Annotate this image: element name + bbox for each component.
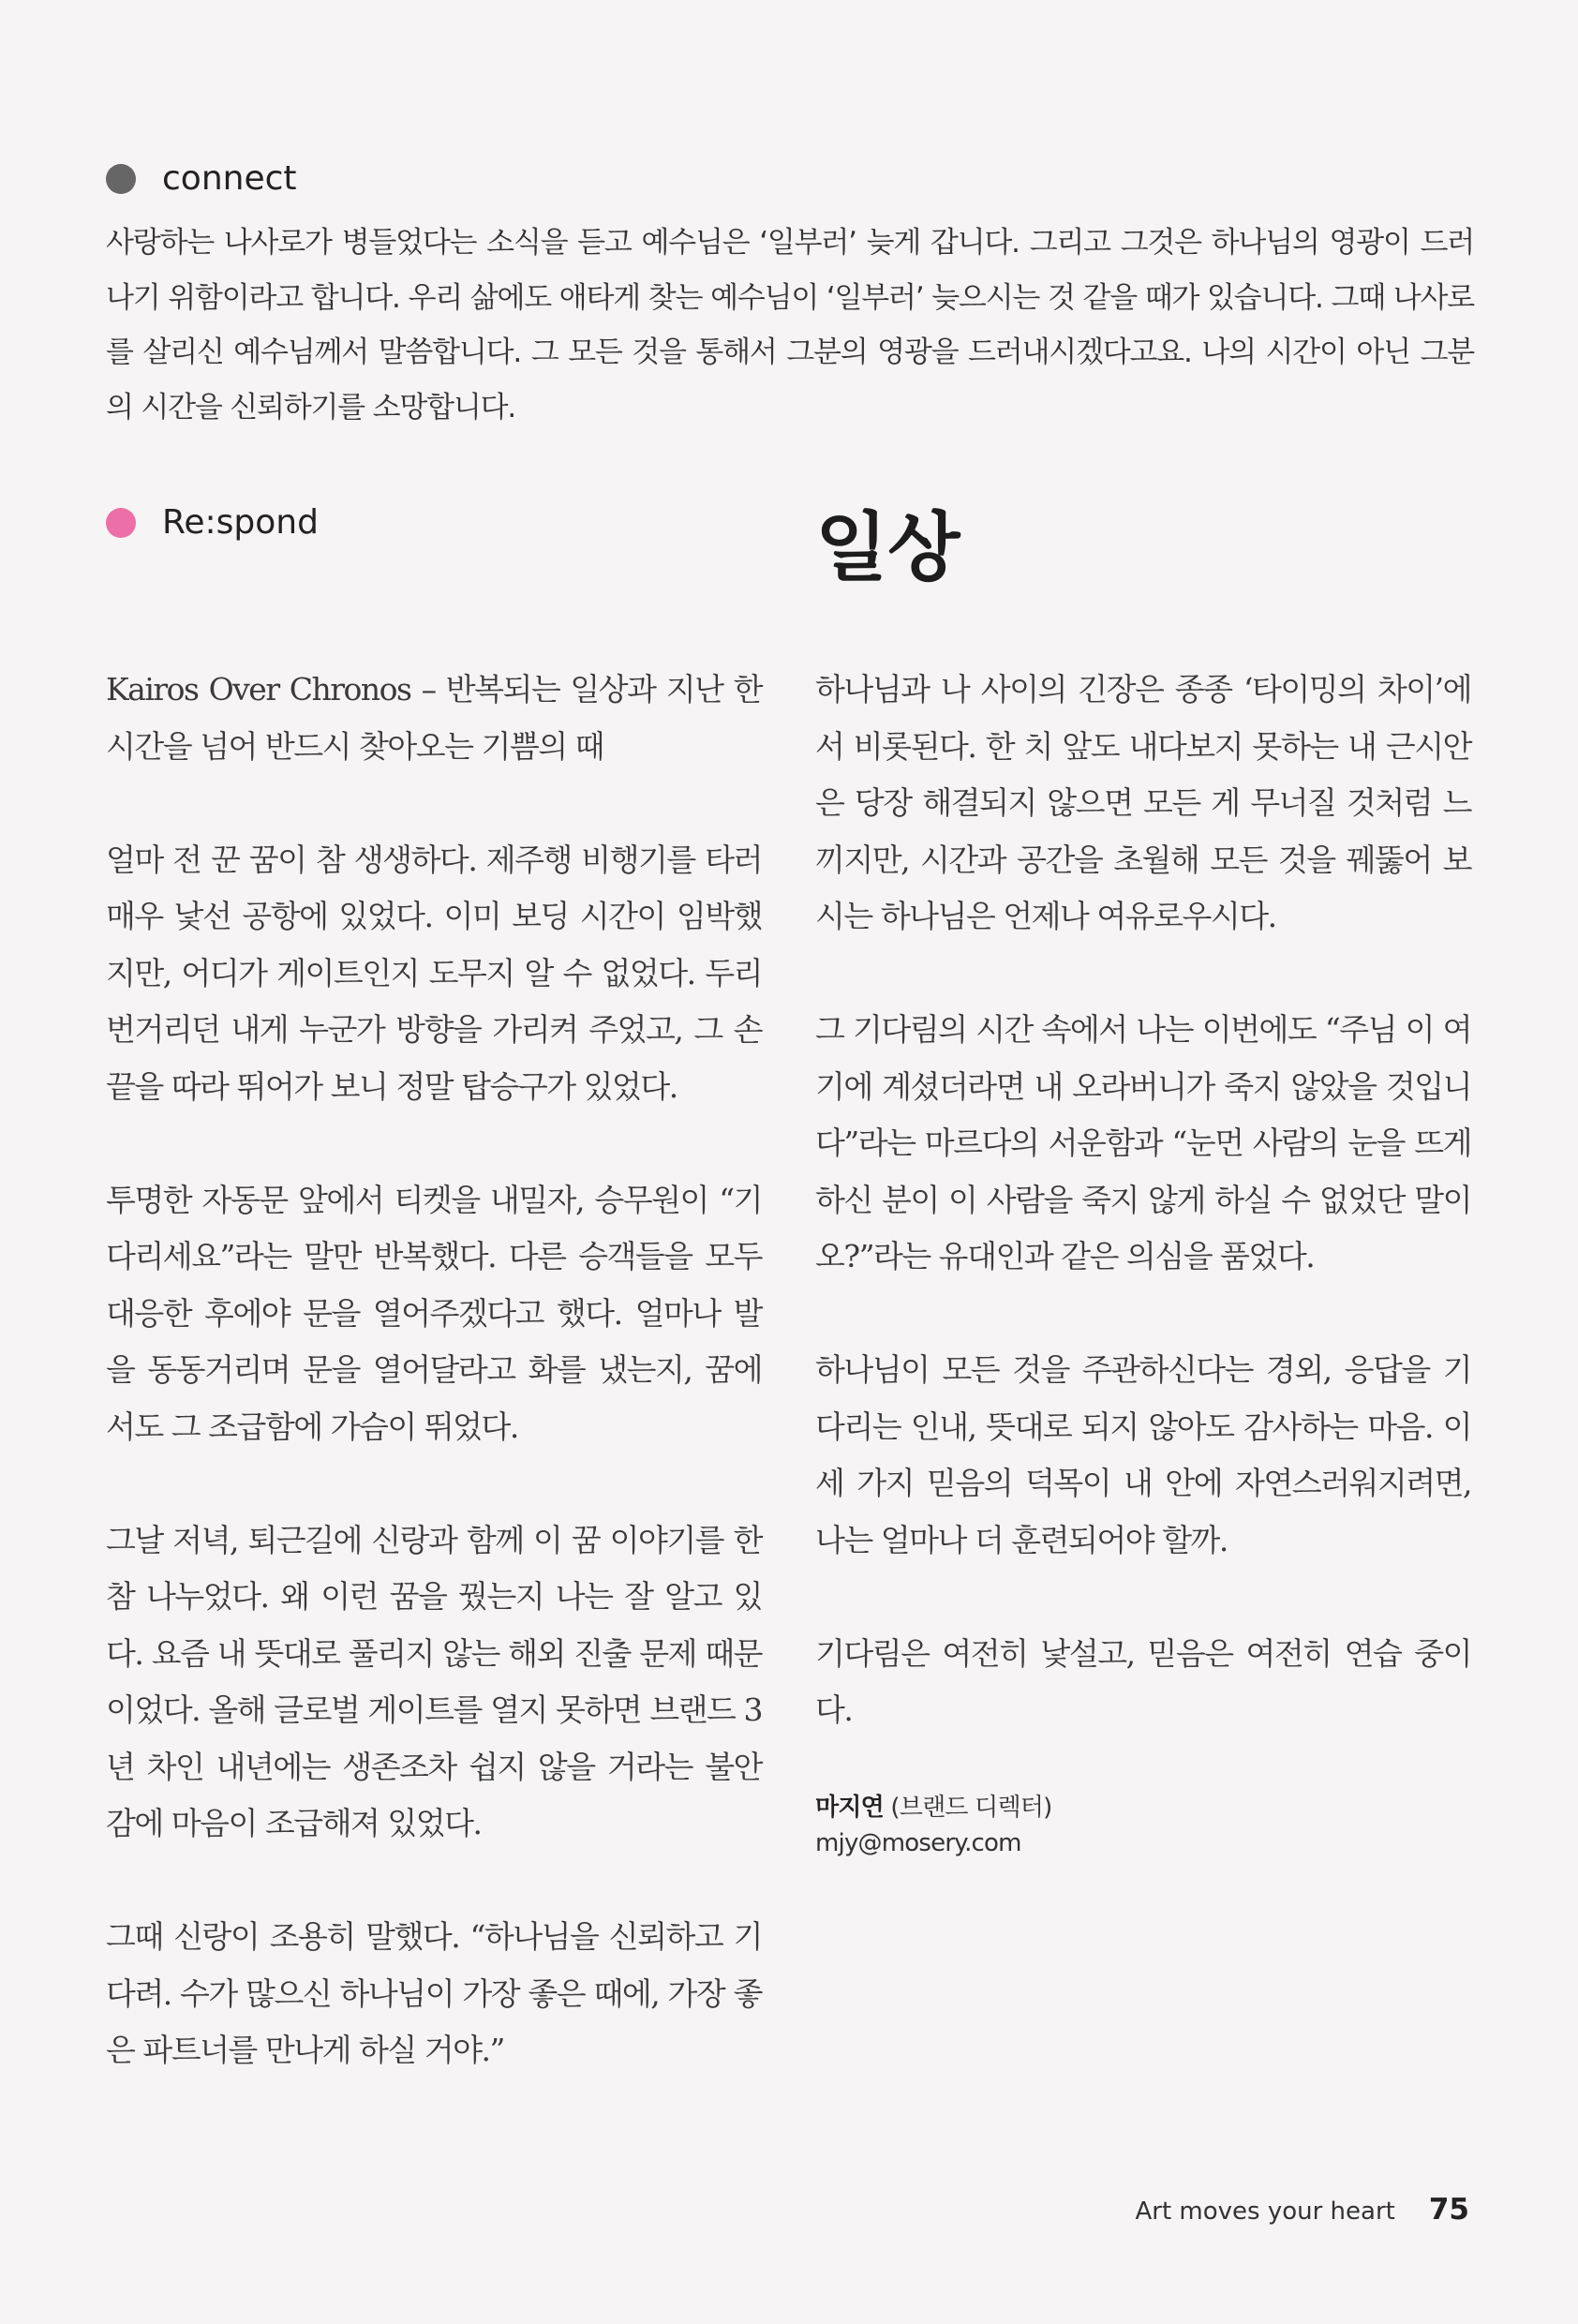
article-paragraph: 하나님과 나 사이의 긴장은 종종 ‘타이밍의 차이’에서 비롯된다. 한 치 앞도 내다보지 못하는 내 근시안은 당장 해결되지 않으면 모든 게 무너질 것처럼 느끼지만, 시간과 공간을 초월해 모든 것을 꿰뚫어 보시는 하나님은 언제나 여유로우시다.: [815, 671, 1471, 934]
page-footer: [1135, 2193, 1469, 2227]
connect-heading: [106, 159, 297, 198]
article-paragraph: 그때 신랑이 조용히 말했다. “하나님을 신뢰하고 기다려. 수가 많으신 하나님이 가장 좋은 때에, 가장 좋은 파트너를 만나게 하실 거야.”: [106, 1918, 762, 2068]
connect-text: 사랑하는 나사로가 병들었다는 소식을 듣고 예수님은 ‘일부러’ 늦게 갑니다. 그리고 그것은 하나님의 영광이 드러나기 위함이라고 합니다. 우리 삶에도 애타게 찾는 예수님이 ‘일부러’ 늦으시는 것 같을 때가 있습니다. 그때 나사로를 살리신 예수님께서 말씀합니다. 그 모든 것을 통해서 그분의 영광을 드러내시겠다고요. 나의 시간이 아닌 그분의 시간을 신뢰하기를 소망합니다.: [106, 226, 1474, 425]
article-paragraph: 얼마 전 꾼 꿈이 참 생생하다. 제주행 비행기를 타러 매우 낯선 공항에 있었다. 이미 보딩 시간이 임박했지만, 어디가 게이트인지 도무지 알 수 없었다. 두리번거리던 내게 누군가 방향을 가리켜 주었고, 그 손끝을 따라 뛰어가 보니 정말 탑승구가 있었다.: [106, 841, 762, 1105]
article-paragraph: 기다림은 여전히 낯설고, 믿음은 여전히 연습 중이다.: [815, 1634, 1471, 1728]
author-email: mjy@mosery.com: [815, 1829, 1021, 1857]
article-paragraph: 그날 저녁, 퇴근길에 신랑과 함께 이 꿈 이야기를 한참 나누었다. 왜 이런 꿈을 꿨는지 나는 잘 알고 있다. 요즘 내 뜻대로 풀리지 않는 해외 진출 문제 때문이었다. 올해 글로벌 게이트를 열지 못하면 브랜드 3년 차인 내년에는 생존조차 쉽지 않을 거라는 불안감에 마음이 조급해져 있었다.: [106, 1521, 762, 1841]
author-role: (브랜드 디렉터): [890, 1794, 1052, 1822]
article-paragraph: Kairos Over Chronos – 반복되는 일상과 지난 한 시간을 넘어 반드시 찾아오는 기쁨의 때: [106, 671, 762, 765]
connect-heading-label: connect: [162, 159, 297, 198]
page-number: 75: [1428, 2193, 1469, 2227]
connect-bullet-icon: [106, 164, 136, 194]
article-left-column: [106, 662, 762, 2136]
author-byline: [815, 1790, 1471, 1861]
respond-heading-label: Re:spond: [162, 503, 319, 542]
respond-heading: [106, 503, 319, 542]
footer-tagline: Art moves your heart: [1135, 2197, 1395, 2226]
article-right-column: [815, 662, 1471, 1861]
article-paragraph: 하나님이 모든 것을 주관하신다는 경외, 응답을 기다리는 인내, 뜻대로 되지 않아도 감사하는 마음. 이 세 가지 믿음의 덕목이 내 안에 자연스러워지려면, 나는 얼마나 더 훈련되어야 할까.: [815, 1351, 1471, 1558]
author-name: 마지연: [815, 1794, 884, 1822]
respond-bullet-icon: [106, 508, 136, 538]
article-paragraph: 투명한 자동문 앞에서 티켓을 내밀자, 승무원이 “기다리세요”라는 말만 반복했다. 다른 승객들을 모두 대응한 후에야 문을 열어주겠다고 했다. 얼마나 발을 동동거리며 문을 열어달라고 화를 냈는지, 꿈에서도 그 조급함에 가슴이 뛰었다.: [106, 1181, 762, 1445]
article-paragraph: 그 기다림의 시간 속에서 나는 이번에도 “주님 이 여기에 계셨더라면 내 오라버니가 죽지 않았을 것입니다”라는 마르다의 서운함과 “눈먼 사람의 눈을 뜨게 하신 분이 이 사람을 죽지 않게 하실 수 없었단 말이오?”라는 유대인과 같은 의심을 품었다.: [815, 1011, 1471, 1274]
article-title: 일상: [815, 504, 960, 591]
